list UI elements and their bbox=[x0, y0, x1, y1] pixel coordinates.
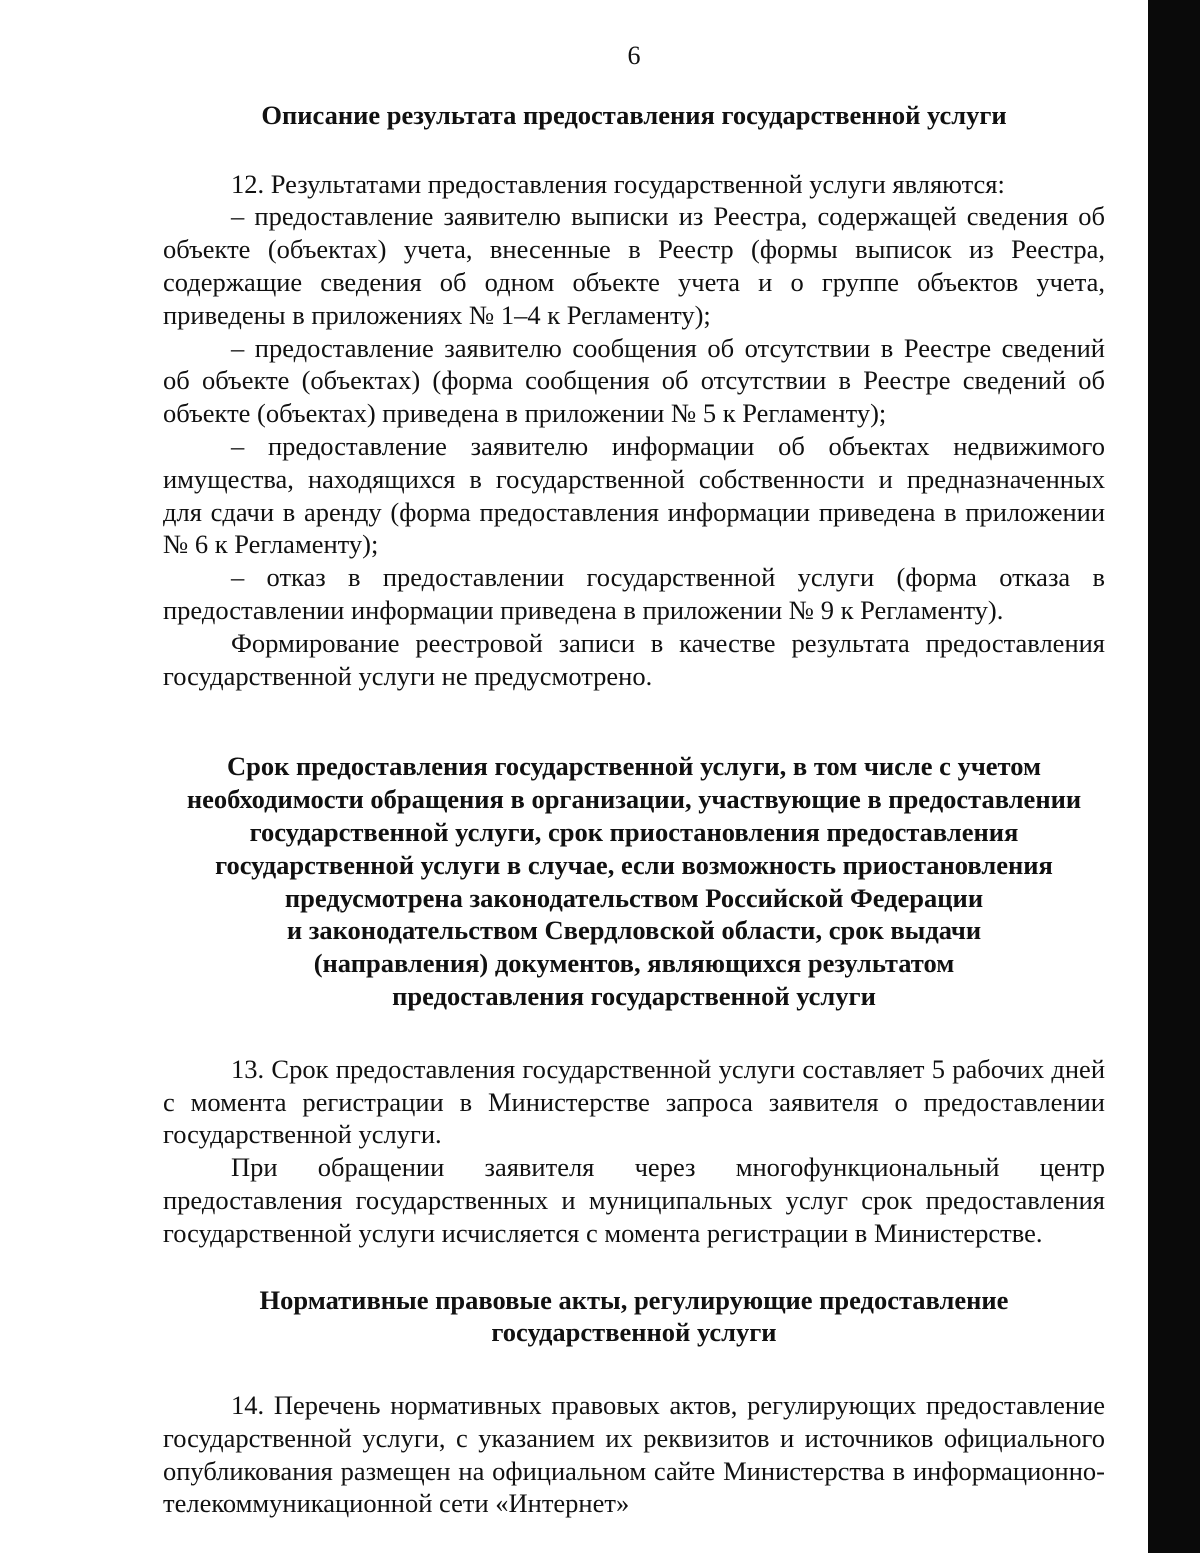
paragraph: – предоставление заявителю сообщения об отсутствии в Реестре сведений об объекте (объектах) (форма сообщения об отсутствии в Реестре сведений об объекте (объектах) приведена в приложении № 5 к Регламенту); bbox=[163, 332, 1105, 429]
heading-line: Срок предоставления государственной услуги, в том числе с учетом bbox=[226, 751, 1041, 782]
paragraph: – предоставление заявителю информации об объектах недвижимого имущества, находящихся в государственной собственности и предназначенных для сдачи в аренду (форма предоставления информации приведена в приложении № 6 к Регламенту); bbox=[163, 430, 1105, 560]
heading-line: и законодательством Свердловской области, срок выдачи bbox=[286, 915, 982, 946]
section-heading-term bbox=[163, 750, 1105, 1012]
document-page bbox=[163, 40, 1105, 1520]
heading-line: необходимости обращения в организации, участвующие в предоставлении bbox=[186, 784, 1082, 815]
paragraph: 12. Результатами предоставления государственной услуги являются: bbox=[231, 168, 1005, 199]
section-heading-legal-acts bbox=[163, 1284, 1105, 1350]
heading-line: государственной услуги, срок приостановления предоставления bbox=[249, 816, 1019, 847]
section-legal-acts-body bbox=[163, 1389, 1105, 1520]
scan-dark-edge bbox=[1148, 0, 1200, 1553]
heading-line: государственной услуги bbox=[491, 1317, 777, 1348]
section-heading-result: Описание результата предоставления государственной услуги bbox=[261, 99, 1007, 130]
paragraph: – отказ в предоставлении государственной услуги (форма отказа в предоставлении информации приведена в приложении № 9 к Регламенту). bbox=[163, 562, 1105, 625]
section-result-body bbox=[163, 168, 1105, 693]
heading-line: государственной услуги в случае, если возможность приостановления bbox=[215, 849, 1053, 880]
paragraph: 14. Перечень нормативных правовых актов, регулирующих предоставление государственной услуги, с указанием их реквизитов и источников официального опубликования размещен на официальном сайте Министерства в информационно-телекоммуникационной сети «Интернет» bbox=[163, 1390, 1105, 1519]
paragraph: – предоставление заявителю выписки из Реестра, содержащей сведения об объекте (объектах) учета, внесенные в Реестр (формы выписок из Реестра, содержащие сведения об одном объекте учета и о группе объектов учета, приведены в приложениях № 1–4 к Регламенту); bbox=[163, 201, 1105, 330]
paragraph: Формирование реестровой записи в качестве результата предоставления государственной услуги не предусмотрено. bbox=[163, 627, 1105, 691]
section-term-body bbox=[163, 1053, 1105, 1250]
heading-line: Нормативные правовые акты, регулирующие предоставление bbox=[259, 1284, 1009, 1315]
paragraph: При обращении заявителя через многофункциональный центр предоставления государственных и муниципальных услуг срок предоставления государственной услуги исчисляется с момента регистрации в Министерстве. bbox=[163, 1152, 1105, 1248]
heading-line: предоставления государственной услуги bbox=[392, 980, 876, 1011]
paragraph: 13. Срок предоставления государственной услуги составляет 5 рабочих дней с момента регистрации в Министерстве запроса заявителя о предоставлении государственной услуги. bbox=[163, 1053, 1105, 1150]
page-number: 6 bbox=[627, 41, 641, 70]
heading-line: (направления) документов, являющихся результатом bbox=[313, 948, 955, 979]
heading-line: предусмотрена законодательством Российской Федерации bbox=[284, 882, 984, 913]
